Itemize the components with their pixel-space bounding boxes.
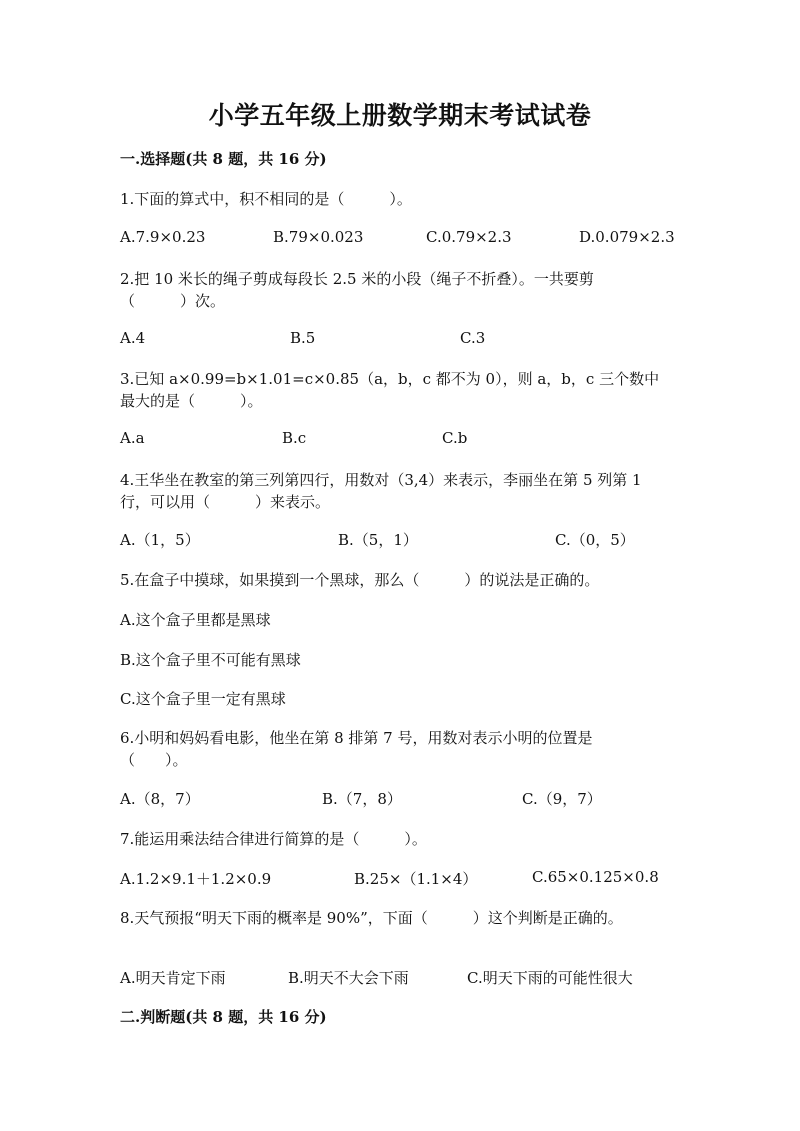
- question-2-option-c: C.3: [460, 329, 486, 347]
- question-7-text: 7.能运用乘法结合律进行简算的是（ ）。: [120, 830, 427, 848]
- question-4-option-a: A.（1，5）: [120, 531, 200, 549]
- question-5-text: 5.在盒子中摸球，如果摸到一个黑球，那么（ ）的说法是正确的。: [120, 571, 600, 589]
- question-1-option-a: A.7.9×0.23: [120, 228, 206, 246]
- question-8-text: 8.天气预报“明天下雨的概率是 90%”，下面（ ）这个判断是正确的。: [120, 909, 623, 927]
- question-5-option-a: A.这个盒子里都是黑球: [120, 611, 271, 629]
- page-title: 小学五年级上册数学期末考试试卷: [208, 101, 592, 130]
- question-3-text-line1: 3.已知 a×0.99=b×1.01=c×0.85（a，b，c 都不为 0），则 a，b，c 三个数中: [120, 370, 660, 388]
- question-4-option-c: C.（0，5）: [555, 531, 635, 549]
- question-3-option-b: B.c: [282, 429, 307, 447]
- question-6-option-a: A.（8，7）: [120, 790, 200, 808]
- question-6-text-line2: （ ）。: [120, 751, 188, 769]
- question-7-option-b: B.25×（1.1×4）: [354, 870, 478, 888]
- question-7-option-c: C.65×0.125×0.8: [532, 868, 659, 886]
- question-5-option-b: B.这个盒子里不可能有黑球: [120, 651, 301, 669]
- question-6-text-line1: 6.小明和妈妈看电影，他坐在第 8 排第 7 号，用数对表示小明的位置是: [120, 729, 593, 747]
- question-1-option-b: B.79×0.023: [273, 228, 364, 246]
- question-3-option-c: C.b: [442, 429, 468, 447]
- question-2-option-b: B.5: [290, 329, 316, 347]
- question-8-option-c: C.明天下雨的可能性很大: [467, 969, 633, 987]
- question-6-option-b: B.（7，8）: [322, 790, 402, 808]
- question-8-option-a: A.明天肯定下雨: [120, 969, 226, 987]
- question-1-text: 1.下面的算式中，积不相同的是（ ）。: [120, 190, 412, 208]
- question-2-text-line2: （ ）次。: [120, 292, 226, 310]
- question-1-option-c: C.0.79×2.3: [426, 228, 512, 246]
- section-heading-choice: 一.选择题(共 8 题，共 16 分): [120, 150, 327, 168]
- question-5-option-c: C.这个盒子里一定有黑球: [120, 690, 286, 708]
- section-heading-true-false: 二.判断题(共 8 题，共 16 分): [120, 1008, 327, 1026]
- question-2-text-line1: 2.把 10 米长的绳子剪成每段长 2.5 米的小段（绳子不折叠）。一共要剪: [120, 270, 594, 288]
- question-4-text-line2: 行，可以用（ ）来表示。: [120, 493, 331, 511]
- question-4-option-b: B.（5，1）: [338, 531, 418, 549]
- question-1-option-d: D.0.079×2.3: [579, 228, 675, 246]
- question-8-option-b: B.明天不大会下雨: [288, 969, 409, 987]
- question-6-option-c: C.（9，7）: [522, 790, 602, 808]
- question-7-option-a: A.1.2×9.1＋1.2×0.9: [120, 870, 272, 888]
- question-2-option-a: A.4: [120, 329, 146, 347]
- question-4-text-line1: 4.王华坐在教室的第三列第四行，用数对（3,4）来表示，李丽坐在第 5 列第 1: [120, 471, 642, 489]
- question-3-option-a: A.a: [120, 429, 145, 447]
- question-3-text-line2: 最大的是（ ）。: [120, 392, 263, 410]
